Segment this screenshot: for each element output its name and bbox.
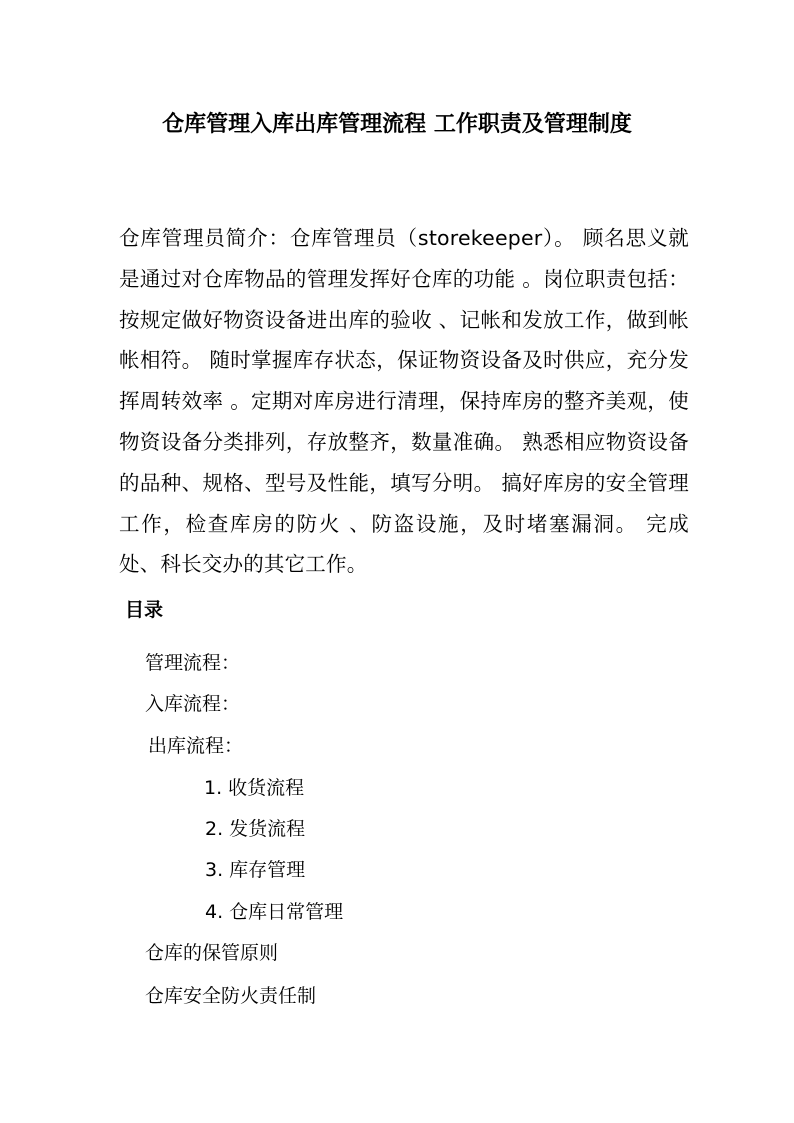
toc-heading: 目录 (125, 599, 164, 621)
toc-subitem-daily-management: 4. 仓库日常管理 (205, 901, 344, 923)
toc-entry-outbound-process: 出库流程： (148, 735, 244, 757)
toc-entry-fire-safety: 仓库安全防火责任制 (145, 985, 317, 1007)
toc-subitem-inventory: 3. 库存管理 (205, 859, 306, 881)
toc-entry-process-management: 管理流程： (145, 652, 241, 674)
toc-entry-inbound-process: 入库流程： (145, 693, 241, 715)
toc-entry-storage-principles: 仓库的保管原则 (145, 942, 279, 964)
toc-subitem-receiving: 1. 收货流程 (204, 777, 305, 799)
intro-paragraph: 仓库管理员简介：仓库管理员（storekeeper）。 顾名思义就是通过对仓库物品的管理发挥好仓库的功能 。岗位职责包括：按规定做好物资设备进出库的验收 、记帐和发放工作，做到帐帐相符。 随时掌握库存状态，保证物资设备及时供应，充分发挥周转效率 。定期对库房进行清理，保持库房的整齐美观，使物资设备分类排列，存放整齐，数量准确。 熟悉相应物资设备的品种、规格、型号及性能，填写分明。 搞好库房的安全管理工作，检查库房的防火 、防盗设施，及时堵塞漏洞。 完成处、科长交办的其它工作。 (119, 226, 689, 577)
intro-section (119, 218, 689, 585)
toc-subitem-shipping: 2. 发货流程 (205, 818, 306, 840)
document-title: 仓库管理入库出库管理流程 工作职责及管理制度 (162, 111, 632, 137)
